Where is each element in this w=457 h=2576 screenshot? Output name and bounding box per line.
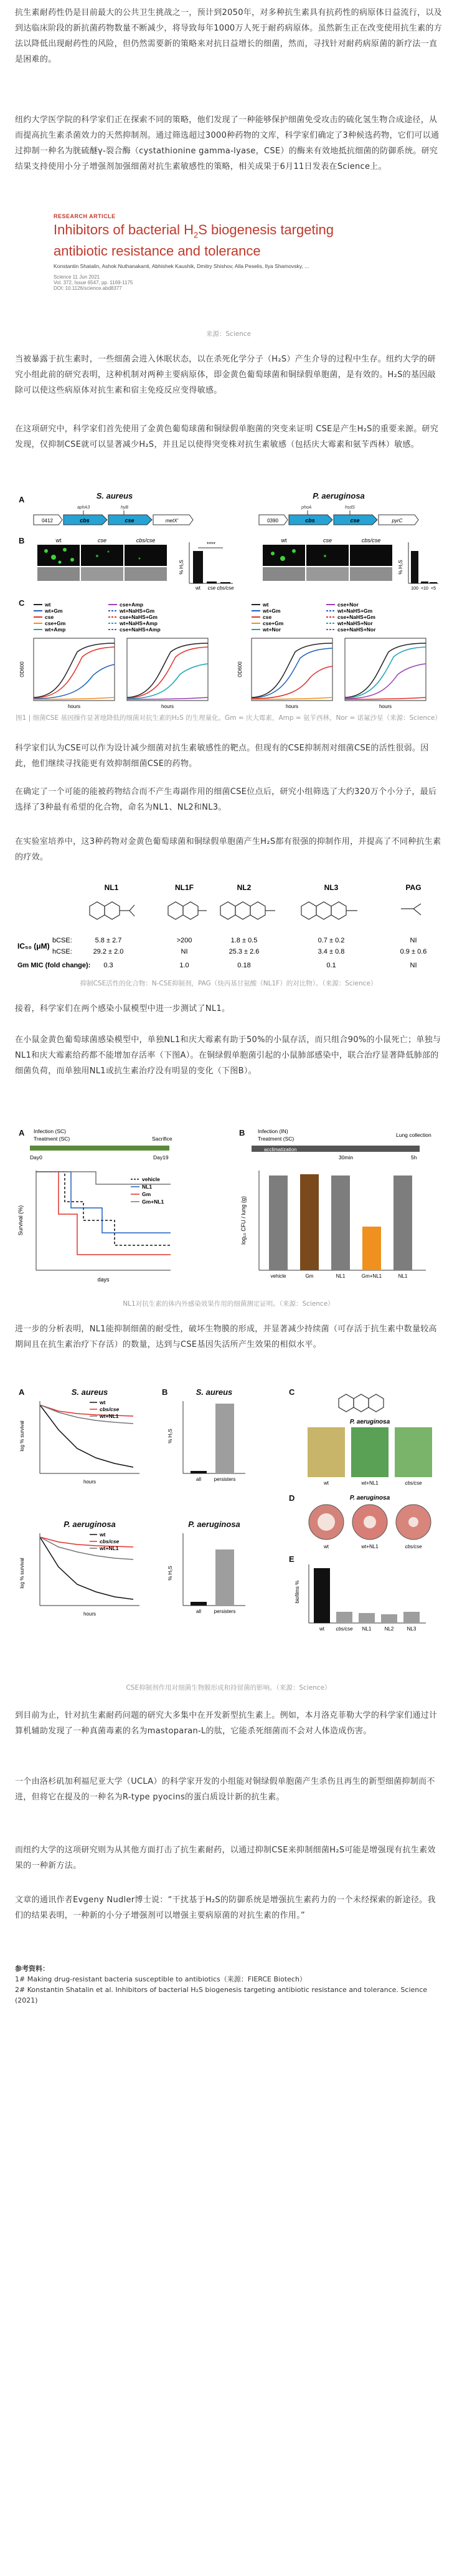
biofilm-bar-cbscse xyxy=(336,1612,352,1623)
svg-text:wt: wt xyxy=(324,1544,329,1549)
paper-label: RESEARCH ARTICLE xyxy=(54,213,116,219)
article-paragraph-3: 当被暴露于抗生素时，一些细菌会进入休眠状态，以在杀死化学分子（H₂S）产生介导的过程中生存。纽约大学的研究小组此前的研究表明，这种机制对两种主要病原体，即金黄色葡萄球菌和铜绿假单胞菌，是有效的。H₂S的基因敲除可以使这些病原体对抗生素和宿主免疫反应变得敏感。 xyxy=(15,355,436,395)
svg-text:100: 100 xyxy=(411,587,418,591)
cfu-bar-gm xyxy=(300,1174,319,1270)
svg-text:Infection (IN): Infection (IN) xyxy=(258,1128,288,1134)
bcse-nl3: 0.7 ± 0.2 xyxy=(318,937,345,944)
caption-paper-card: 来源：Science xyxy=(205,330,252,338)
svg-text:wt+Gm: wt+Gm xyxy=(45,608,63,614)
svg-text:NL2: NL2 xyxy=(384,1626,394,1632)
sa-h2s-bar-chart xyxy=(179,541,234,591)
svg-text:cbs/cse: cbs/cse xyxy=(336,1626,353,1632)
svg-text:wt+NaHS+Amp: wt+NaHS+Amp xyxy=(120,620,158,626)
svg-text:wt+NaHS+Gm: wt+NaHS+Gm xyxy=(337,608,373,614)
pa-bar-all xyxy=(191,1602,207,1606)
article-paragraph-5: 科学家们认为CSE可以作为设计减少细菌对抗生素敏感性的靶点。但现有的CSE抑制剂对细菌CSE的活性很弱。因此，他们继续寻找能更有效抑制细菌CSE的药物。 xyxy=(15,744,429,768)
svg-text:Infection (SC): Infection (SC) xyxy=(34,1128,66,1134)
fig3-label-e: E xyxy=(289,1554,294,1564)
biofilm-bar-chart xyxy=(294,1564,426,1632)
svg-text:log₁₀ CFU / lung (g): log₁₀ CFU / lung (g) xyxy=(240,1196,247,1245)
svg-text:cbs/cse: cbs/cse xyxy=(361,537,381,543)
caption-figure-3: CSE抑制剂作用对细菌生物膜形成和持留菌的影响。（来源：Science） xyxy=(126,1684,331,1692)
svg-text:all: all xyxy=(196,1609,202,1614)
header-nl1f: NL1F xyxy=(175,883,194,892)
svg-text:hours: hours xyxy=(67,704,81,709)
svg-text:cse+NaHS+Amp: cse+NaHS+Amp xyxy=(120,626,161,633)
svg-text:wt+Gm: wt+Gm xyxy=(263,608,281,614)
survival-legend xyxy=(131,1176,164,1205)
svg-text:Gm: Gm xyxy=(142,1191,151,1197)
fig2a-timeline-bar xyxy=(30,1146,169,1151)
sa-gene-cbs: cbs xyxy=(80,517,90,524)
svg-text:wt+NaHS+Nor: wt+NaHS+Nor xyxy=(337,620,373,626)
svg-text:cse: cse xyxy=(207,585,216,591)
svg-text:wt+NL1: wt+NL1 xyxy=(361,1544,379,1549)
article-paragraph-10: 进一步的分析表明，NL1能抑制细菌的耐受性，破坏生物膜的形成，并显著减少持续菌（可存活于抗生素中数量较高期间且在抗生素治疗下存活）的数量，达到与CSE基因失活所产生效果的相似水平。 xyxy=(15,1324,437,1349)
svg-text:wt: wt xyxy=(196,585,200,591)
pa-growth-plot-2 xyxy=(345,638,426,709)
svg-text:Lung collection: Lung collection xyxy=(396,1132,431,1138)
svg-text:wt+NaHS+Gm: wt+NaHS+Gm xyxy=(120,608,155,614)
hcse-pag: 0.9 ± 0.6 xyxy=(400,948,427,955)
svg-text:wt+NL1: wt+NL1 xyxy=(361,1480,379,1486)
sa-gene-cse: cse xyxy=(125,517,134,524)
svg-text:cse+NaHS+Gm: cse+NaHS+Gm xyxy=(120,614,158,620)
biofilm-bar-nl3 xyxy=(403,1612,420,1623)
bcse-nl2: 1.8 ± 0.5 xyxy=(230,937,258,944)
sa-growth-plot-2 xyxy=(127,638,208,709)
fig1-title-pa: P. aeruginosa xyxy=(313,491,365,500)
cfu-bar-nl1-b xyxy=(393,1175,412,1270)
svg-text:<5: <5 xyxy=(431,587,436,591)
header-nl3: NL3 xyxy=(324,883,339,892)
svg-text:cse+Amp: cse+Amp xyxy=(120,601,144,608)
svg-text:wt+Amp: wt+Amp xyxy=(45,626,66,633)
biofilm-bar-wt xyxy=(314,1568,330,1623)
svg-text:NL3: NL3 xyxy=(407,1626,417,1632)
svg-text:log % survival: log % survival xyxy=(19,1558,25,1589)
svg-text:wt: wt xyxy=(100,1531,106,1538)
svg-text:hours: hours xyxy=(83,1479,97,1485)
biofilm-bar-nl2 xyxy=(381,1614,397,1623)
article-paragraph-2: 纽约大学医学院的科学家们正在探索不同的策略，他们发现了一种能够保护细菌免受攻击的硫化氢生物合成途径，从而提高抗生素杀菌效力的天然抑制剂。通过筛选超过3000种药物的文库，科学家们确定了3种候选药物，它们可以通过抑制一种名为胱硫醚γ-裂合酶（cystathionine gamma-lyase，CSE）的酶来有效地抵抗细菌的防御系统。研究结果支持使用小分子增强剂加强细菌对抗生素敏感性的策略，相关成果于6月11日发表在Science上。 xyxy=(15,115,440,171)
svg-text:Day0: Day0 xyxy=(30,1154,42,1161)
svg-text:0.18: 0.18 xyxy=(237,962,251,969)
svg-text:hours: hours xyxy=(285,704,299,709)
references-heading: 参考资料： xyxy=(15,1965,49,1973)
paper-meta-3: DOI: 10.1126/science.abd8377 xyxy=(54,285,122,292)
svg-text:P. aeruginosa: P. aeruginosa xyxy=(64,1520,116,1529)
sa-bar-persisters xyxy=(215,1404,234,1473)
fig1-label-b: B xyxy=(19,536,25,545)
cfu-bar-chart xyxy=(240,1171,426,1279)
fig1-title-sa: S. aureus xyxy=(96,491,133,500)
fig3c-structure xyxy=(339,1394,384,1412)
svg-text:cse: cse xyxy=(45,614,54,620)
article-paragraph-7: 在实验室培养中，这3种药物对金黄色葡萄球菌和铜绿假单胞菌产生H₂S都有很强的抑制作用，并提高了不同种抗生素的疗效。 xyxy=(15,837,441,862)
svg-text:wt+NL1: wt+NL1 xyxy=(100,1545,119,1551)
caption-figure-1: 图1 | 细菌CSE 基因操作显著地降低的细菌对抗生素的H₂S 的生理量化。Gm = 庆大霉素，Amp = 氨苄西林，Nor = 诺氟沙星（来源：Science） xyxy=(16,714,441,722)
svg-text:wt: wt xyxy=(281,537,287,543)
svg-text:vehicle: vehicle xyxy=(270,1273,286,1279)
svg-text:days: days xyxy=(97,1276,110,1283)
pa-image-wt xyxy=(263,545,305,566)
svg-text:5h: 5h xyxy=(411,1154,417,1161)
svg-text:P. aeruginosa: P. aeruginosa xyxy=(349,1495,390,1501)
svg-text:% H₂S: % H₂S xyxy=(167,1566,173,1581)
svg-text:NI: NI xyxy=(410,962,417,969)
svg-text:bCSE:: bCSE: xyxy=(52,937,72,944)
paper-meta-2: Vol. 372, Issue 6547, pp. 1169-1175 xyxy=(54,280,133,286)
svg-text:biofilms %: biofilms % xyxy=(294,1580,300,1604)
svg-text:wt: wt xyxy=(263,601,269,608)
sa-survival-chart xyxy=(19,1399,139,1485)
svg-text:hours: hours xyxy=(379,704,392,709)
svg-text:0.3: 0.3 xyxy=(103,962,113,969)
pa-persister-bars xyxy=(167,1533,245,1614)
article-paragraph-14: 文章的通讯作者Evgeny Nudler博士说：“干扰基于H₂S的防御系统是增强抗生素药力的一个未经探索的新途径。我们的结果表明，一种新的小分子增强剂可以增强主要病原菌的对抗生素的作用。” xyxy=(15,1895,436,1920)
svg-text:cse+NaHS+Gm: cse+NaHS+Gm xyxy=(337,614,375,620)
article-paragraph-1: 抗生素耐药性仍是目前最大的公共卫生挑战之一，预计到2050年，对多种抗生素具有抗药性的病原体日益流行，以及到达临床阶段的新抗菌药物数量不断减少，将导致每年1000万人死于耐药病原体。虽然新生正在改变使用抗生素的方法以降低出现耐药性的风险，但仍然需要新的策略来对抗日益增长的细菌，然而，寻找针对耐药病原菌的新疗法一直是困难的。 xyxy=(15,8,442,64)
biofilm-bar-nl1 xyxy=(359,1613,375,1623)
svg-text:cbs/cse: cbs/cse xyxy=(217,585,234,591)
pa-operon xyxy=(259,505,418,525)
pa-growth-plot-1 xyxy=(237,638,332,709)
tube-wt-nl1 xyxy=(351,1427,389,1477)
cfu-bar-gm-nl1 xyxy=(362,1227,381,1270)
hcse-nl3: 3.4 ± 0.8 xyxy=(318,948,345,955)
mic-label: Gm MIC (fold change): xyxy=(17,962,91,969)
svg-text:P. aeruginosa: P. aeruginosa xyxy=(188,1520,240,1529)
svg-text:cse: cse xyxy=(97,537,107,543)
paper-meta-1: Science 11 Jun 2021 xyxy=(54,274,100,280)
svg-text:cbs/cse: cbs/cse xyxy=(100,1406,120,1412)
svg-text:S. aureus: S. aureus xyxy=(71,1387,108,1397)
header-pag: PAG xyxy=(405,883,422,892)
sa-bar-cse xyxy=(207,582,217,583)
svg-text:phoA: phoA xyxy=(301,505,312,510)
svg-text:Gm+NL1: Gm+NL1 xyxy=(142,1199,164,1205)
sa-gene-1: 0412 xyxy=(42,518,53,524)
article-paragraph-4: 在这项研究中，科学家们首先使用了金黄色葡萄球菌和铜绿假单胞菌的突变来证明 CSE是产生H₂S的重要来源。研究发现，仅抑制CSE就可以显著减少H₂S，并且足以使得突变株对抗生素敏感（包括庆大霉素和氨苄西林）敏感。 xyxy=(15,424,439,449)
svg-text:cse: cse xyxy=(263,614,272,620)
svg-text:P. aeruginosa: P. aeruginosa xyxy=(349,1419,390,1425)
pa-gene-cse: cse xyxy=(350,517,360,524)
bcse-nl1f: >200 xyxy=(176,937,192,944)
svg-text:wt: wt xyxy=(319,1626,324,1632)
svg-text:hours: hours xyxy=(161,704,174,709)
svg-text:Treatment (SC): Treatment (SC) xyxy=(258,1136,294,1142)
svg-text:wt: wt xyxy=(100,1399,106,1405)
figure-3 xyxy=(15,1386,442,1673)
svg-text:wt+NL1: wt+NL1 xyxy=(100,1413,119,1419)
fig3-label-d: D xyxy=(289,1493,295,1503)
article-paragraph-8: 接着，科学家们在两个感染小鼠模型中进一步测试了NL1。 xyxy=(15,1004,230,1013)
svg-text:all: all xyxy=(196,1477,202,1482)
pa-growth-legend xyxy=(252,601,376,633)
tube-cbscse xyxy=(395,1427,432,1477)
svg-text:Survival (%): Survival (%) xyxy=(17,1205,24,1236)
svg-text:1.0: 1.0 xyxy=(179,962,189,969)
pa-image-cse xyxy=(306,545,349,566)
svg-text:cbs/cse: cbs/cse xyxy=(405,1544,422,1549)
svg-text:cbs/cse: cbs/cse xyxy=(405,1480,422,1486)
pa-bar-persisters xyxy=(215,1549,234,1606)
svg-text:% H₂S: % H₂S xyxy=(167,1429,173,1444)
svg-text:Sacrifice: Sacrifice xyxy=(152,1136,172,1142)
fig3-label-c: C xyxy=(289,1387,295,1397)
article-paragraph-13: 而纽约大学的这项研究则为从其他方面打击了抗生素耐药，以通过抑制CSE来抑制细菌H₂S可能是增强现有抗生素效果的一种新方法。 xyxy=(15,1846,436,1870)
svg-text:wt+Nor: wt+Nor xyxy=(263,626,281,633)
hcse-nl1f: NI xyxy=(181,948,188,955)
fig2-label-a: A xyxy=(19,1128,25,1137)
svg-text:Gm: Gm xyxy=(305,1273,314,1279)
sa-bar-wt xyxy=(193,551,203,583)
bcse-nl1: 5.8 ± 2.7 xyxy=(95,937,122,944)
svg-text:wt: wt xyxy=(324,1480,329,1486)
sa-bar-all xyxy=(191,1471,207,1473)
svg-text:0.1: 0.1 xyxy=(326,962,336,969)
svg-text:persisters: persisters xyxy=(214,1477,236,1482)
svg-text:persisters: persisters xyxy=(214,1609,236,1614)
svg-text:cse+Gm: cse+Gm xyxy=(263,620,284,626)
caption-table: 抑制CSE活性的化合物：N-CSE抑制剂，PAG（炔丙基甘氨酸（NL1F）的对比物）。（来源：Science） xyxy=(80,980,377,987)
hcse-nl1: 29.2 ± 2.0 xyxy=(93,948,124,955)
svg-text:cse: cse xyxy=(323,537,332,543)
pa-survival-chart xyxy=(19,1531,139,1617)
sa-image-cse xyxy=(81,545,123,566)
survival-chart xyxy=(17,1171,171,1283)
svg-text:% H₂S: % H₂S xyxy=(179,560,184,575)
svg-text:<10: <10 xyxy=(421,587,428,591)
svg-text:S. aureus: S. aureus xyxy=(196,1387,233,1397)
fig1-label-a: A xyxy=(19,495,25,504)
bcse-pag: NI xyxy=(410,937,417,944)
caption-figure-2: NL1对抗生素的体内外感染效果作用的细菌测定证明。（来源：Science） xyxy=(123,1300,334,1308)
article-paragraph-6: 在确定了一个可能的能被药物结合而不产生毒副作用的细菌CSE位点后，研究小组筛选了大约320万个小分子，最后选择了3种最有希望的化合物，命名为NL1、NL2和NL3。 xyxy=(15,787,437,812)
svg-text:Treatment (SC): Treatment (SC) xyxy=(34,1136,70,1142)
sa-operon xyxy=(34,505,193,525)
svg-text:NL1: NL1 xyxy=(142,1184,153,1190)
svg-text:cse+Gm: cse+Gm xyxy=(45,620,66,626)
header-nl2: NL2 xyxy=(237,883,252,892)
chemical-structures xyxy=(90,902,421,919)
figure-2 xyxy=(15,1127,442,1294)
reference-1: 1# Making drug-resistant bacteria susceptible to antibiotics（来源：FIERCE Biotech） xyxy=(15,1975,306,1983)
svg-text:aphA3: aphA3 xyxy=(77,505,90,510)
svg-text:OD600: OD600 xyxy=(19,661,25,678)
pa-image-cbscse xyxy=(350,545,392,566)
pa-gene-cbs: cbs xyxy=(305,517,315,524)
svg-text:hsdS: hsdS xyxy=(345,505,355,510)
header-nl1: NL1 xyxy=(104,883,119,892)
pa-gene-1: 0390 xyxy=(267,518,278,524)
paper-card xyxy=(15,209,442,340)
cfu-bar-vehicle xyxy=(269,1175,288,1270)
svg-text:OD600: OD600 xyxy=(237,661,243,678)
ic50-label: IC₅₀ (μM) xyxy=(17,942,50,950)
svg-text:acclimatization: acclimatization xyxy=(264,1147,297,1152)
paper-authors: Konstantin Shatalin, Ashok Nuthanakanti, Abhishek Kaushik, Dmitry Shishov, Alla Peselis, Ilya Shamovsky, ... xyxy=(54,263,309,270)
article-paragraph-11: 到目前为止，针对抗生素耐药问题的研究大多集中在开发新型抗生素上。例如，本月洛克菲勒大学的科学家们通过计算机辅助发现了一种真菌毒素的名为mastoparan-L的肽，它能杀死细菌而不会对人体造成伤害。 xyxy=(15,1711,438,1736)
svg-text:NL1: NL1 xyxy=(362,1626,372,1632)
fig1-label-c: C xyxy=(19,598,25,608)
references xyxy=(15,1963,442,2006)
tube-wt xyxy=(308,1427,345,1477)
svg-text:30min: 30min xyxy=(339,1154,354,1161)
article-paragraph-12: 一个由洛杉矶加利福尼亚大学（UCLA）的科学家开发的小组能对铜绿假单胞菌产生杀伤且再生的新型细菌抑制而不进，但将它在提及的一种名为R-type pyocins的蛋白质设计新的抗生素。 xyxy=(15,1777,435,1802)
pa-h2s-bar-chart xyxy=(398,542,438,591)
svg-text:vehicle: vehicle xyxy=(142,1176,160,1182)
svg-text:wt: wt xyxy=(45,601,51,608)
sa-persister-bars xyxy=(167,1401,245,1482)
svg-text:hours: hours xyxy=(83,1611,97,1617)
cfu-bar-nl1 xyxy=(331,1175,350,1270)
pa-gene-4: pyrC xyxy=(392,518,403,524)
svg-text:Gm+NL1: Gm+NL1 xyxy=(361,1273,382,1279)
svg-text:cbs/cse: cbs/cse xyxy=(136,537,156,543)
paper-title: Inhibitors of bacterial $H_2S$ biogenesis targeting antibiotic resistance and tolerance xyxy=(54,222,334,259)
svg-text:log % survival: log % survival xyxy=(19,1420,25,1452)
svg-text:hCSE:: hCSE: xyxy=(52,948,72,955)
svg-text:NL1: NL1 xyxy=(336,1273,346,1279)
svg-text:hyB: hyB xyxy=(121,505,129,510)
svg-text:Day19: Day19 xyxy=(153,1154,169,1161)
svg-text:cse+Nor: cse+Nor xyxy=(337,601,359,608)
article-paragraph-9: 在小鼠金黄色葡萄球菌感染模型中，单独NL1和庆大霉素有助于50%的小鼠存活，而只组合90%的小鼠死亡；单独与NL1和庆大霉素给药都不能增加存活率（下图A）。在铜绿假单胞菌引起的小鼠肺部感染中，联合治疗显著降低肺部的细菌负荷，而单独用NL1或抗生素治疗没有明显的变化（下图B）。 xyxy=(15,1035,441,1076)
svg-text:****: **** xyxy=(206,541,216,547)
reference-2: 2# Konstantin Shatalin et al. Inhibitors of bacterial H₂S biogenesis targeting antibiotic resistance and tolerance. Science (2021) xyxy=(15,1986,428,2004)
sa-bar-cbscse xyxy=(220,582,230,583)
fig3-label-a: A xyxy=(19,1387,25,1397)
fig3-label-b: B xyxy=(162,1387,168,1397)
fig2-label-b: B xyxy=(239,1128,245,1137)
svg-text:% H₂S: % H₂S xyxy=(398,560,403,575)
sa-growth-plot-1 xyxy=(19,638,115,709)
sa-image-cbscse xyxy=(125,545,167,566)
hcse-nl2: 25.3 ± 2.6 xyxy=(228,948,260,955)
svg-text:cbs/cse: cbs/cse xyxy=(100,1538,120,1544)
svg-text:NL1: NL1 xyxy=(398,1273,408,1279)
svg-text:wt: wt xyxy=(55,537,62,543)
pa-bar-wt xyxy=(411,551,418,583)
sa-growth-legend xyxy=(34,601,161,633)
svg-text:cse+NaHS+Nor: cse+NaHS+Nor xyxy=(337,626,376,633)
sa-gene-4: metX' xyxy=(165,518,179,524)
compound-table xyxy=(15,881,442,979)
